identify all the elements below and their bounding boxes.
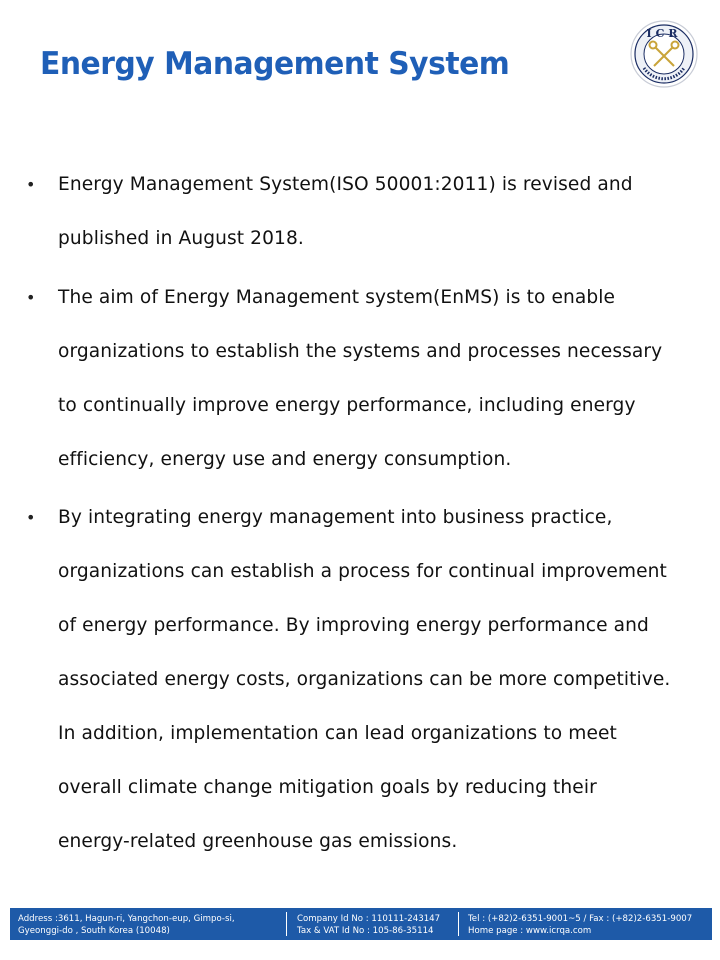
bullet-text-line: By integrating energy management into business practice, — [58, 507, 613, 529]
bullet-dot: • — [26, 287, 36, 307]
bullet-text-line: efficiency, energy use and energy consumption. — [58, 448, 512, 470]
footer-company-id: Company Id No : 110111-243147 — [297, 914, 441, 924]
bullet-text-line: associated energy costs, organizations can be more competitive. — [58, 669, 671, 691]
footer-bar — [10, 908, 712, 940]
bullet-text-line: The aim of Energy Management system(EnMS) is to enable — [58, 286, 616, 308]
footer-tax-id: Tax & VAT Id No : 105-86-35114 — [297, 926, 434, 936]
footer-address-line2: Gyeonggi-do , South Korea (10048) — [18, 926, 170, 936]
footer-address — [18, 908, 235, 940]
footer-ids — [297, 908, 440, 940]
bullet-text-line: organizations can establish a process for continual improvement — [58, 561, 667, 583]
logo-letters: ICR — [646, 27, 682, 40]
footer-divider — [458, 912, 459, 936]
bullet-text-line: overall climate change mitigation goals by reducing their — [58, 776, 597, 798]
footer-tel-fax: Tel : (+82)2-6351-9001~5 / Fax : (+82)2-6351-9007 — [468, 914, 693, 924]
bullet-dot: • — [26, 508, 36, 528]
footer-divider — [286, 912, 287, 936]
bullet-text-line: In addition, implementation can lead organizations to meet — [58, 723, 617, 744]
page-title: Energy Management System — [40, 46, 510, 82]
bullet-text-line: Energy Management System(ISO 50001:2011) is revised and — [58, 174, 633, 195]
bullet-text-line: of energy performance. By improving energy performance and — [58, 615, 649, 637]
bullet-text-line: published in August 2018. — [58, 227, 304, 249]
footer-address-line1: Address :3611, Hagun-ri, Yangchon-eup, Gimpo-si, — [18, 914, 235, 924]
bullet-text-line: organizations to establish the systems and processes necessary — [58, 340, 663, 362]
bullet-text-line: energy-related greenhouse gas emissions. — [58, 830, 458, 852]
footer-homepage[interactable]: Home page : www.icrqa.com — [468, 926, 592, 936]
bullet-dot: • — [26, 175, 36, 194]
icr-logo — [630, 20, 698, 88]
footer-contact — [468, 908, 692, 940]
bullet-text-line: to continually improve energy performance, including energy — [58, 394, 636, 416]
